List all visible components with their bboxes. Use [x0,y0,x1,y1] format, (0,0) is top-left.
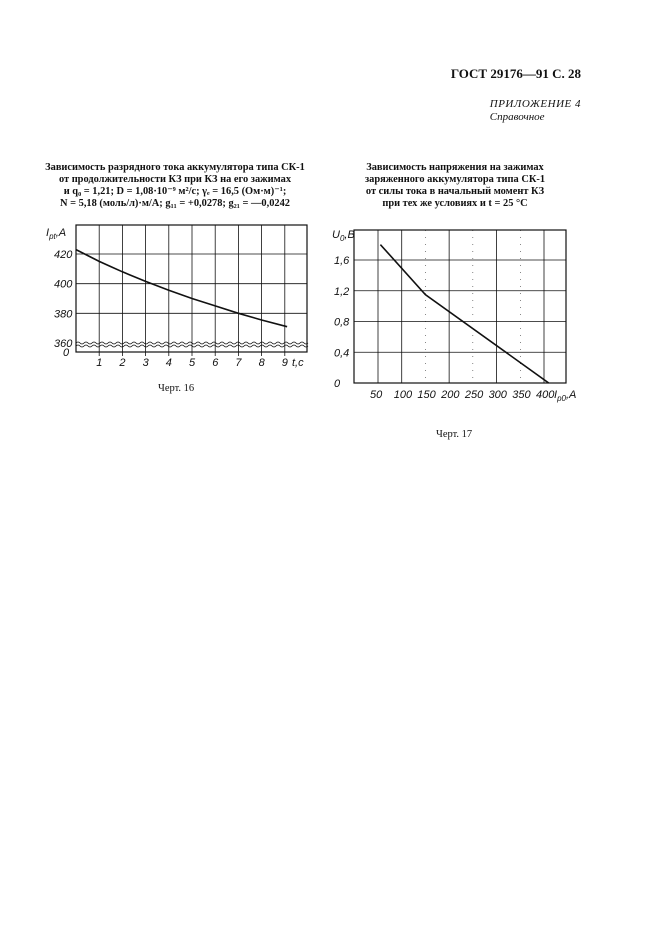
chart16-caption: Черт. 16 [158,383,195,394]
chart17-tick-label-x: 400 [536,389,555,401]
chart17-caption: Черт. 17 [436,429,473,440]
document-reference: ГОСТ 29176—91 С. 28 [450,66,581,81]
chart16-tick-label-y: 400 [54,278,73,291]
chart16-tick-label-x: 3 [142,357,149,369]
chart16-tick-label-x: 6 [212,357,219,369]
chart17-tick-label-x: 300 [488,389,507,401]
chart16-title-line: и q₀ = 1,21; D = 1,08·10⁻⁹ м²/с; γₑ = 16,5 (Ом·м)⁻¹; [63,186,287,197]
chart16-tick-label-x: 8 [258,357,265,369]
chart17-tick-label-x: 350 [512,389,531,401]
chart17-tick-label-y: 1,6 [334,255,350,267]
chart17-frame [354,230,566,383]
chart16-tick-label-x: 9 [281,357,288,369]
chart16-tick-label-x: 2 [119,357,126,369]
chart16-tick-label-y: 380 [54,308,73,321]
chart16-title-line: от продолжительности КЗ при КЗ на его зажимах [58,174,292,185]
chart16-title-line: N = 5,18 (моль/л)·м/А; g₁₁ = +0,0278; g₂₁ = —0,0242 [60,198,290,209]
chart16-title-line: Зависимость разрядного тока аккумулятора типа СК-1 [45,162,305,173]
chart16-tick-label-x: 1 [96,357,103,369]
chart16-tick-label-y: 360 [54,338,73,350]
chart17-ylabel: $U_0,B$ [332,229,355,243]
chart17-series-line [380,245,548,383]
chart17-tick-label-x: 200 [441,389,460,401]
chart17-tick-label-y: 0 [334,378,341,390]
chart17-title-line: Зависимость напряжения на зажимах [366,162,544,173]
chart17-tick-label-x: 100 [393,389,413,401]
chart16-zero-label: 0 [63,347,70,359]
chart17-tick-label-y: 0,8 [334,316,350,329]
chart17-title-line: при тех же условиях и t = 25 °С [382,198,528,209]
appendix-type: Справочное [489,111,545,123]
chart17-tick-label-y: 1,2 [334,285,350,298]
chart17-tick-label-y: 0,4 [334,347,350,360]
chart16-tick-label-x: 5 [189,357,196,369]
chart17-title-line: заряженного аккумулятора типа СК-1 [364,174,546,185]
chart17-tick-label-x: 150 [417,389,436,401]
chart16-tick-label-y: 420 [54,249,73,261]
chart16-ylabel: $I_{pt},A$ [46,227,67,241]
appendix-label: ПРИЛОЖЕНИЕ 4 [489,98,581,110]
chart17-tick-label-x: 250 [464,389,484,401]
chart16-tick-label-x: 4 [165,357,172,369]
chart16-xlabel: t,c [292,357,304,369]
chart17-tick-label-x: 50 [370,389,383,401]
chart17-title-line: от силы тока в начальный момент КЗ [365,186,545,197]
chart17-xlabel: $I_{p0},A$ [554,389,577,403]
chart16-tick-label-x: 7 [235,357,242,369]
